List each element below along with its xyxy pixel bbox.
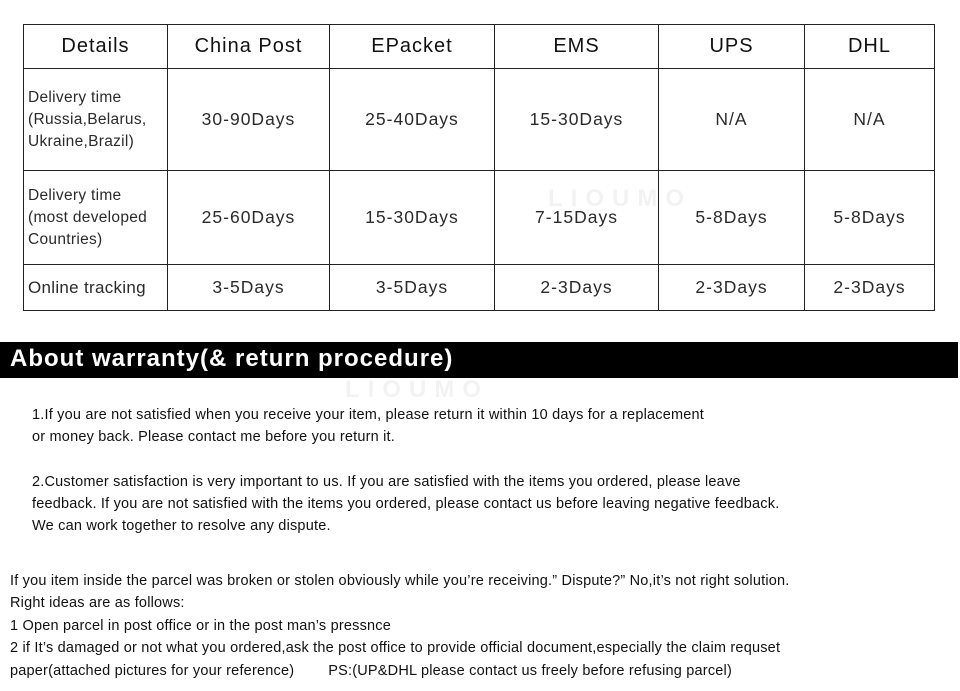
banner-title: About warranty(& return procedure) — [10, 345, 454, 372]
row-label — [24, 265, 168, 311]
note-line — [10, 660, 958, 682]
paragraph-line: feedback. If you are not satisfied with the items you ordered, please contact us before leaving negative feedback. — [32, 496, 780, 512]
row-label-line: Countries) — [28, 230, 103, 248]
watermark: LIOUMO — [345, 376, 489, 403]
watermark: LIOUMO — [548, 185, 692, 212]
paragraph-line: 1.If you are not satisfied when you receive your item, please return it within 10 days for a replacement — [32, 407, 705, 423]
cell-china-post: 30-90Days — [168, 69, 330, 171]
header-epacket: EPacket — [330, 25, 495, 69]
cell-epacket: 15-30Days — [330, 171, 495, 265]
header-dhl: DHL — [805, 25, 935, 69]
row-label — [24, 171, 168, 265]
header-ems: EMS — [495, 25, 659, 69]
note-line: Right ideas are as follows: — [10, 595, 185, 612]
row-label-line: Online tracking — [28, 277, 146, 297]
header-details: Details — [24, 25, 168, 69]
note-ps: PS:(UP&DHL please contact us freely before refusing parcel) — [328, 662, 733, 679]
header-ups: UPS — [659, 25, 805, 69]
paragraph-feedback — [32, 471, 932, 537]
cell-ems: 7-15Days — [495, 171, 659, 265]
paragraph-line: 2.Customer satisfaction is very important to us. If you are satisfied with the items you ordered, please leave — [32, 474, 741, 490]
cell-epacket: 3-5Days — [330, 265, 495, 311]
paragraph-line: or money back. Please contact me before you return it. — [32, 429, 396, 445]
damaged-parcel-note — [10, 570, 958, 682]
header-china-post: China Post — [168, 25, 330, 69]
row-label-line: Delivery time — [28, 88, 122, 106]
cell-china-post: 25-60Days — [168, 171, 330, 265]
row-label — [24, 69, 168, 171]
row-label-line: (Russia,Belarus, — [28, 110, 147, 128]
table-row — [24, 265, 935, 311]
paragraph-line: We can work together to resolve any dispute. — [32, 518, 331, 534]
paragraph-return-policy — [32, 404, 932, 448]
cell-ups: 2-3Days — [659, 265, 805, 311]
cell-dhl: N/A — [805, 69, 935, 171]
table-row — [24, 69, 935, 171]
shipping-table — [23, 24, 935, 311]
table-header-row — [24, 25, 935, 69]
cell-ups: N/A — [659, 69, 805, 171]
note-reference: paper(attached pictures for your reference) — [10, 662, 295, 679]
row-label-line: Delivery time — [28, 186, 122, 204]
table-row — [24, 171, 935, 265]
cell-dhl: 5-8Days — [805, 171, 935, 265]
note-line: 1 Open parcel in post office or in the post man’s pressnce — [10, 617, 392, 634]
cell-ups: 5-8Days — [659, 171, 805, 265]
cell-epacket: 25-40Days — [330, 69, 495, 171]
row-label-line: Ukraine,Brazil) — [28, 132, 135, 150]
note-line: If you item inside the parcel was broken or stolen obviously while you’re receiving.” Dispute?” No,it’s not right solution. — [10, 573, 790, 589]
cell-dhl: 2-3Days — [805, 265, 935, 311]
warranty-banner — [0, 342, 958, 378]
cell-china-post: 3-5Days — [168, 265, 330, 311]
note-line: 2 if It’s damaged or not what you ordered,ask the post office to provide official document,especially the claim requset — [10, 640, 781, 657]
cell-ems: 15-30Days — [495, 69, 659, 171]
row-label-line: (most developed — [28, 208, 148, 226]
cell-ems: 2-3Days — [495, 265, 659, 311]
